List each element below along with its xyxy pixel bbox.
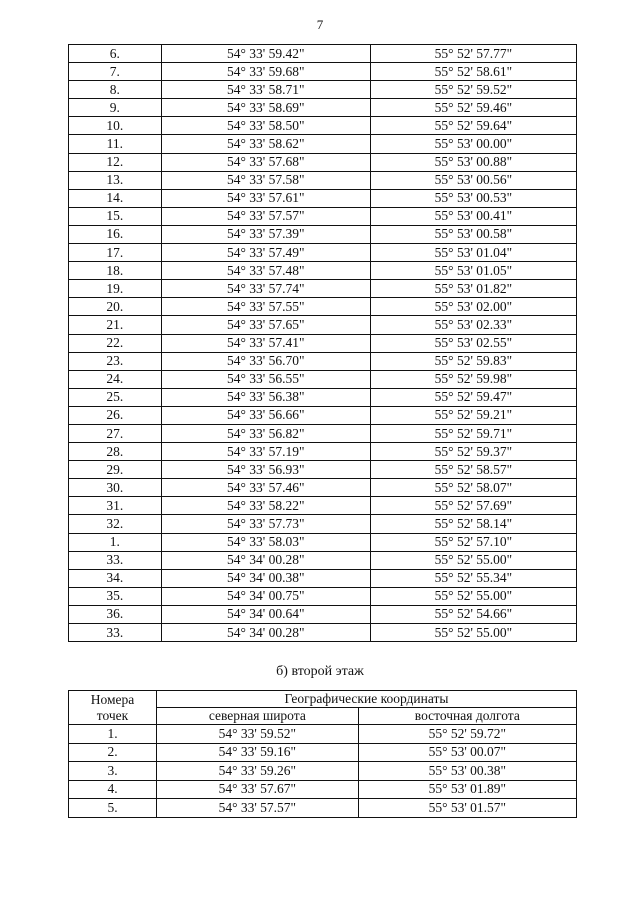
point-number-cell: 30. — [69, 479, 162, 497]
coordinates-table-body — [69, 725, 577, 818]
longitude-cell: 55° 52' 59.64" — [370, 117, 576, 135]
longitude-cell: 55° 52' 59.47" — [370, 388, 576, 406]
latitude-cell: 54° 34' 00.38" — [161, 569, 370, 587]
longitude-cell: 55° 52' 59.37" — [370, 443, 576, 461]
latitude-cell: 54° 33' 57.39" — [161, 225, 370, 243]
latitude-cell: 54° 33' 57.65" — [161, 316, 370, 334]
point-number-cell: 21. — [69, 316, 162, 334]
table-row — [69, 334, 577, 352]
longitude-cell: 55° 53' 02.33" — [370, 316, 576, 334]
table-row — [69, 63, 577, 81]
longitude-cell: 55° 53' 01.89" — [358, 780, 576, 799]
table-row — [69, 443, 577, 461]
table-row — [69, 551, 577, 569]
table-row — [69, 99, 577, 117]
latitude-cell: 54° 33' 57.46" — [161, 479, 370, 497]
header-point-numbers-line2: точек — [96, 707, 129, 723]
point-number-cell: 24. — [69, 370, 162, 388]
header-row — [69, 691, 577, 708]
table-row — [69, 135, 577, 153]
table-row — [69, 45, 577, 63]
table-row — [69, 497, 577, 515]
table-row — [69, 424, 577, 442]
latitude-cell: 54° 33' 56.70" — [161, 352, 370, 370]
longitude-cell: 55° 53' 00.07" — [358, 743, 576, 762]
latitude-cell: 54° 33' 57.58" — [161, 171, 370, 189]
longitude-cell: 55° 52' 58.07" — [370, 479, 576, 497]
latitude-cell: 54° 33' 58.03" — [161, 533, 370, 551]
latitude-cell: 54° 33' 57.57" — [161, 207, 370, 225]
latitude-cell: 54° 33' 56.82" — [161, 424, 370, 442]
table-row — [69, 799, 577, 818]
longitude-cell: 55° 53' 00.00" — [370, 135, 576, 153]
latitude-cell: 54° 33' 56.93" — [161, 461, 370, 479]
section-title-second-floor: б) второй этаж — [276, 664, 364, 679]
latitude-cell: 54° 33' 58.69" — [161, 99, 370, 117]
longitude-cell: 55° 53' 00.88" — [370, 153, 576, 171]
latitude-cell: 54° 33' 57.55" — [161, 298, 370, 316]
table-row — [69, 780, 577, 799]
longitude-cell: 55° 52' 59.46" — [370, 99, 576, 117]
table-row — [69, 461, 577, 479]
point-number-cell: 20. — [69, 298, 162, 316]
longitude-cell: 55° 52' 55.34" — [370, 569, 576, 587]
latitude-cell: 54° 33' 57.68" — [161, 153, 370, 171]
point-number-cell: 35. — [69, 587, 162, 605]
point-number-cell: 11. — [69, 135, 162, 153]
latitude-cell: 54° 34' 00.75" — [161, 587, 370, 605]
latitude-cell: 54° 34' 00.64" — [161, 605, 370, 623]
longitude-cell: 55° 52' 55.00" — [370, 551, 576, 569]
header-point-numbers — [69, 691, 157, 725]
table-row — [69, 569, 577, 587]
table-row — [69, 725, 577, 744]
longitude-cell: 55° 52' 58.57" — [370, 461, 576, 479]
latitude-cell: 54° 33' 59.42" — [161, 45, 370, 63]
longitude-cell: 55° 52' 59.83" — [370, 352, 576, 370]
latitude-cell: 54° 33' 59.26" — [157, 762, 359, 781]
page-number: 7 — [316, 17, 324, 32]
longitude-cell: 55° 52' 55.00" — [370, 624, 576, 642]
table-row — [69, 624, 577, 642]
header-geographic-coordinates: Географические координаты — [157, 691, 577, 708]
latitude-cell: 54° 33' 59.52" — [157, 725, 359, 744]
point-number-cell: 6. — [69, 45, 162, 63]
point-number-cell: 22. — [69, 334, 162, 352]
latitude-cell: 54° 33' 57.19" — [161, 443, 370, 461]
latitude-cell: 54° 33' 59.16" — [157, 743, 359, 762]
point-number-cell: 12. — [69, 153, 162, 171]
longitude-cell: 55° 52' 58.14" — [370, 515, 576, 533]
table-row — [69, 388, 577, 406]
latitude-cell: 54° 33' 57.48" — [161, 262, 370, 280]
latitude-cell: 54° 33' 59.68" — [161, 63, 370, 81]
table-row — [69, 605, 577, 623]
table-row — [69, 225, 577, 243]
point-number-cell: 32. — [69, 515, 162, 533]
latitude-cell: 54° 33' 56.38" — [161, 388, 370, 406]
point-number-cell: 28. — [69, 443, 162, 461]
table-row — [69, 370, 577, 388]
point-number-cell: 9. — [69, 99, 162, 117]
longitude-cell: 55° 52' 57.69" — [370, 497, 576, 515]
latitude-cell: 54° 33' 57.74" — [161, 280, 370, 298]
longitude-cell: 55° 53' 00.58" — [370, 225, 576, 243]
table-row — [69, 262, 577, 280]
table-row — [69, 117, 577, 135]
point-number-cell: 15. — [69, 207, 162, 225]
table-row — [69, 171, 577, 189]
point-number-cell: 13. — [69, 171, 162, 189]
table-row — [69, 533, 577, 551]
longitude-cell: 55° 52' 55.00" — [370, 587, 576, 605]
point-number-cell: 7. — [69, 63, 162, 81]
longitude-cell: 55° 53' 02.00" — [370, 298, 576, 316]
table-row — [69, 587, 577, 605]
point-number-cell: 33. — [69, 551, 162, 569]
point-number-cell: 34. — [69, 569, 162, 587]
latitude-cell: 54° 33' 57.67" — [157, 780, 359, 799]
point-number-cell: 1. — [69, 533, 162, 551]
latitude-cell: 54° 34' 00.28" — [161, 551, 370, 569]
longitude-cell: 55° 52' 54.66" — [370, 605, 576, 623]
table-row — [69, 515, 577, 533]
longitude-cell: 55° 53' 00.41" — [370, 207, 576, 225]
table-row — [69, 189, 577, 207]
table-row — [69, 406, 577, 424]
point-number-cell: 4. — [69, 780, 157, 799]
point-number-cell: 26. — [69, 406, 162, 424]
coordinates-table-first-floor — [68, 44, 577, 642]
point-number-cell: 31. — [69, 497, 162, 515]
latitude-cell: 54° 33' 57.61" — [161, 189, 370, 207]
table-row — [69, 81, 577, 99]
table-row — [69, 244, 577, 262]
table-row — [69, 298, 577, 316]
point-number-cell: 3. — [69, 762, 157, 781]
latitude-cell: 54° 33' 57.57" — [157, 799, 359, 818]
longitude-cell: 55° 52' 59.52" — [370, 81, 576, 99]
table-header — [69, 691, 577, 725]
header-east-longitude: восточная долгота — [358, 708, 576, 725]
longitude-cell: 55° 53' 02.55" — [370, 334, 576, 352]
table-row — [69, 743, 577, 762]
latitude-cell: 54° 33' 57.73" — [161, 515, 370, 533]
point-number-cell: 23. — [69, 352, 162, 370]
latitude-cell: 54° 33' 58.50" — [161, 117, 370, 135]
longitude-cell: 55° 53' 01.05" — [370, 262, 576, 280]
latitude-cell: 54° 33' 58.62" — [161, 135, 370, 153]
longitude-cell: 55° 52' 57.77" — [370, 45, 576, 63]
latitude-cell: 54° 33' 58.22" — [161, 497, 370, 515]
longitude-cell: 55° 52' 58.61" — [370, 63, 576, 81]
longitude-cell: 55° 53' 01.04" — [370, 244, 576, 262]
longitude-cell: 55° 52' 59.21" — [370, 406, 576, 424]
point-number-cell: 29. — [69, 461, 162, 479]
header-point-numbers-line1: Номера — [90, 691, 135, 707]
coordinates-table-second-floor — [68, 690, 577, 818]
table-row — [69, 316, 577, 334]
longitude-cell: 55° 53' 01.82" — [370, 280, 576, 298]
point-number-cell: 36. — [69, 605, 162, 623]
latitude-cell: 54° 33' 56.55" — [161, 370, 370, 388]
longitude-cell: 55° 52' 59.71" — [370, 424, 576, 442]
point-number-cell: 17. — [69, 244, 162, 262]
longitude-cell: 55° 52' 59.72" — [358, 725, 576, 744]
point-number-cell: 27. — [69, 424, 162, 442]
point-number-cell: 18. — [69, 262, 162, 280]
latitude-cell: 54° 33' 56.66" — [161, 406, 370, 424]
latitude-cell: 54° 33' 57.41" — [161, 334, 370, 352]
point-number-cell: 2. — [69, 743, 157, 762]
point-number-cell: 5. — [69, 799, 157, 818]
point-number-cell: 1. — [69, 725, 157, 744]
point-number-cell: 33. — [69, 624, 162, 642]
latitude-cell: 54° 34' 00.28" — [161, 624, 370, 642]
point-number-cell: 8. — [69, 81, 162, 99]
header-north-latitude: северная широта — [157, 708, 359, 725]
point-number-cell: 14. — [69, 189, 162, 207]
point-number-cell: 25. — [69, 388, 162, 406]
table-row — [69, 207, 577, 225]
coordinates-table-body — [69, 45, 577, 642]
latitude-cell: 54° 33' 58.71" — [161, 81, 370, 99]
table-row — [69, 153, 577, 171]
point-number-cell: 10. — [69, 117, 162, 135]
point-number-cell: 19. — [69, 280, 162, 298]
table-row — [69, 762, 577, 781]
table-row — [69, 352, 577, 370]
longitude-cell: 55° 53' 00.38" — [358, 762, 576, 781]
longitude-cell: 55° 52' 59.98" — [370, 370, 576, 388]
table-row — [69, 280, 577, 298]
longitude-cell: 55° 53' 00.56" — [370, 171, 576, 189]
longitude-cell: 55° 53' 01.57" — [358, 799, 576, 818]
latitude-cell: 54° 33' 57.49" — [161, 244, 370, 262]
longitude-cell: 55° 53' 00.53" — [370, 189, 576, 207]
longitude-cell: 55° 52' 57.10" — [370, 533, 576, 551]
table-row — [69, 479, 577, 497]
point-number-cell: 16. — [69, 225, 162, 243]
